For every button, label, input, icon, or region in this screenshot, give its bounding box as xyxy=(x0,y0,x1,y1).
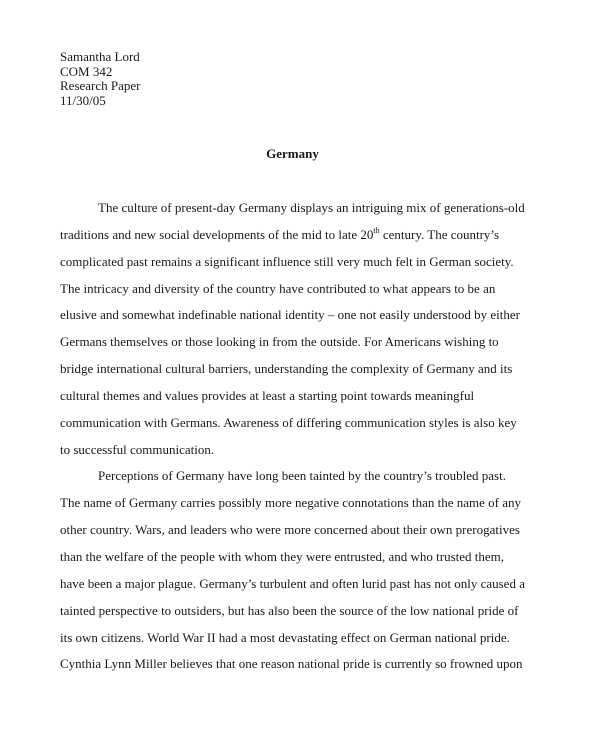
paper-date: 11/30/05 xyxy=(60,92,106,108)
paper-title: Germany xyxy=(266,146,319,161)
paragraph-1-line: to successful communication. xyxy=(60,441,215,457)
paragraph-1-line: complicated past remains a significant influence still very much felt in German society. xyxy=(60,253,514,269)
paper-body xyxy=(60,198,530,681)
course-code: COM 342 xyxy=(60,63,113,79)
paragraph-2-line: its own citizens. World War II had a most devastating effect on German national pride. xyxy=(60,629,510,645)
paper-header xyxy=(60,50,141,108)
paragraph-2-line: than the welfare of the people with whom they were entrusted, and who trusted them, xyxy=(60,548,505,564)
line-text: traditions and new social developments of the mid to late 20 xyxy=(60,226,374,242)
paragraph-1-line: cultural themes and values provides at least a starting point towards meaningful xyxy=(60,387,475,403)
paragraph-1-line: The culture of present-day Germany displays an intriguing mix of generations-old xyxy=(98,200,525,215)
paragraph-2-line: have been a major plague. Germany’s turbulent and often lurid past has not only caused a xyxy=(60,575,525,591)
paragraph-1-line: Germans themselves or those looking in from the outside. For Americans wishing to xyxy=(60,334,499,350)
paragraph-1-line xyxy=(60,225,530,252)
paragraph-1-line: communication with Germans. Awareness of differing communication styles is also key xyxy=(60,414,517,430)
paragraph-1-line: bridge international cultural barriers, understanding the complexity of Germany and its xyxy=(60,361,513,377)
paragraph-2-line: Cynthia Lynn Miller believes that one reason national pride is currently so frowned upon xyxy=(60,656,523,672)
paragraph-2-line: tainted perspective to outsiders, but has also been the source of the low national pride of xyxy=(60,602,519,618)
ordinal-superscript: th xyxy=(373,225,380,235)
paragraph-2-line: The name of Germany carries possibly more negative connotations than the name of any xyxy=(60,495,521,511)
assignment-type: Research Paper xyxy=(60,78,141,93)
line-text: century. The country’s xyxy=(379,226,500,242)
paragraph-2-line: Perceptions of Germany have long been tainted by the country’s troubled past. xyxy=(98,468,506,484)
paragraph-2-line: other country. Wars, and leaders who were more concerned about their own prerogatives xyxy=(60,522,520,538)
author-name: Samantha Lord xyxy=(60,49,140,64)
paragraph-1-line: The intricacy and diversity of the country have contributed to what appears to be an xyxy=(60,280,496,296)
paragraph-1-line: elusive and somewhat indefinable national identity – one not easily understood by either xyxy=(60,307,520,323)
